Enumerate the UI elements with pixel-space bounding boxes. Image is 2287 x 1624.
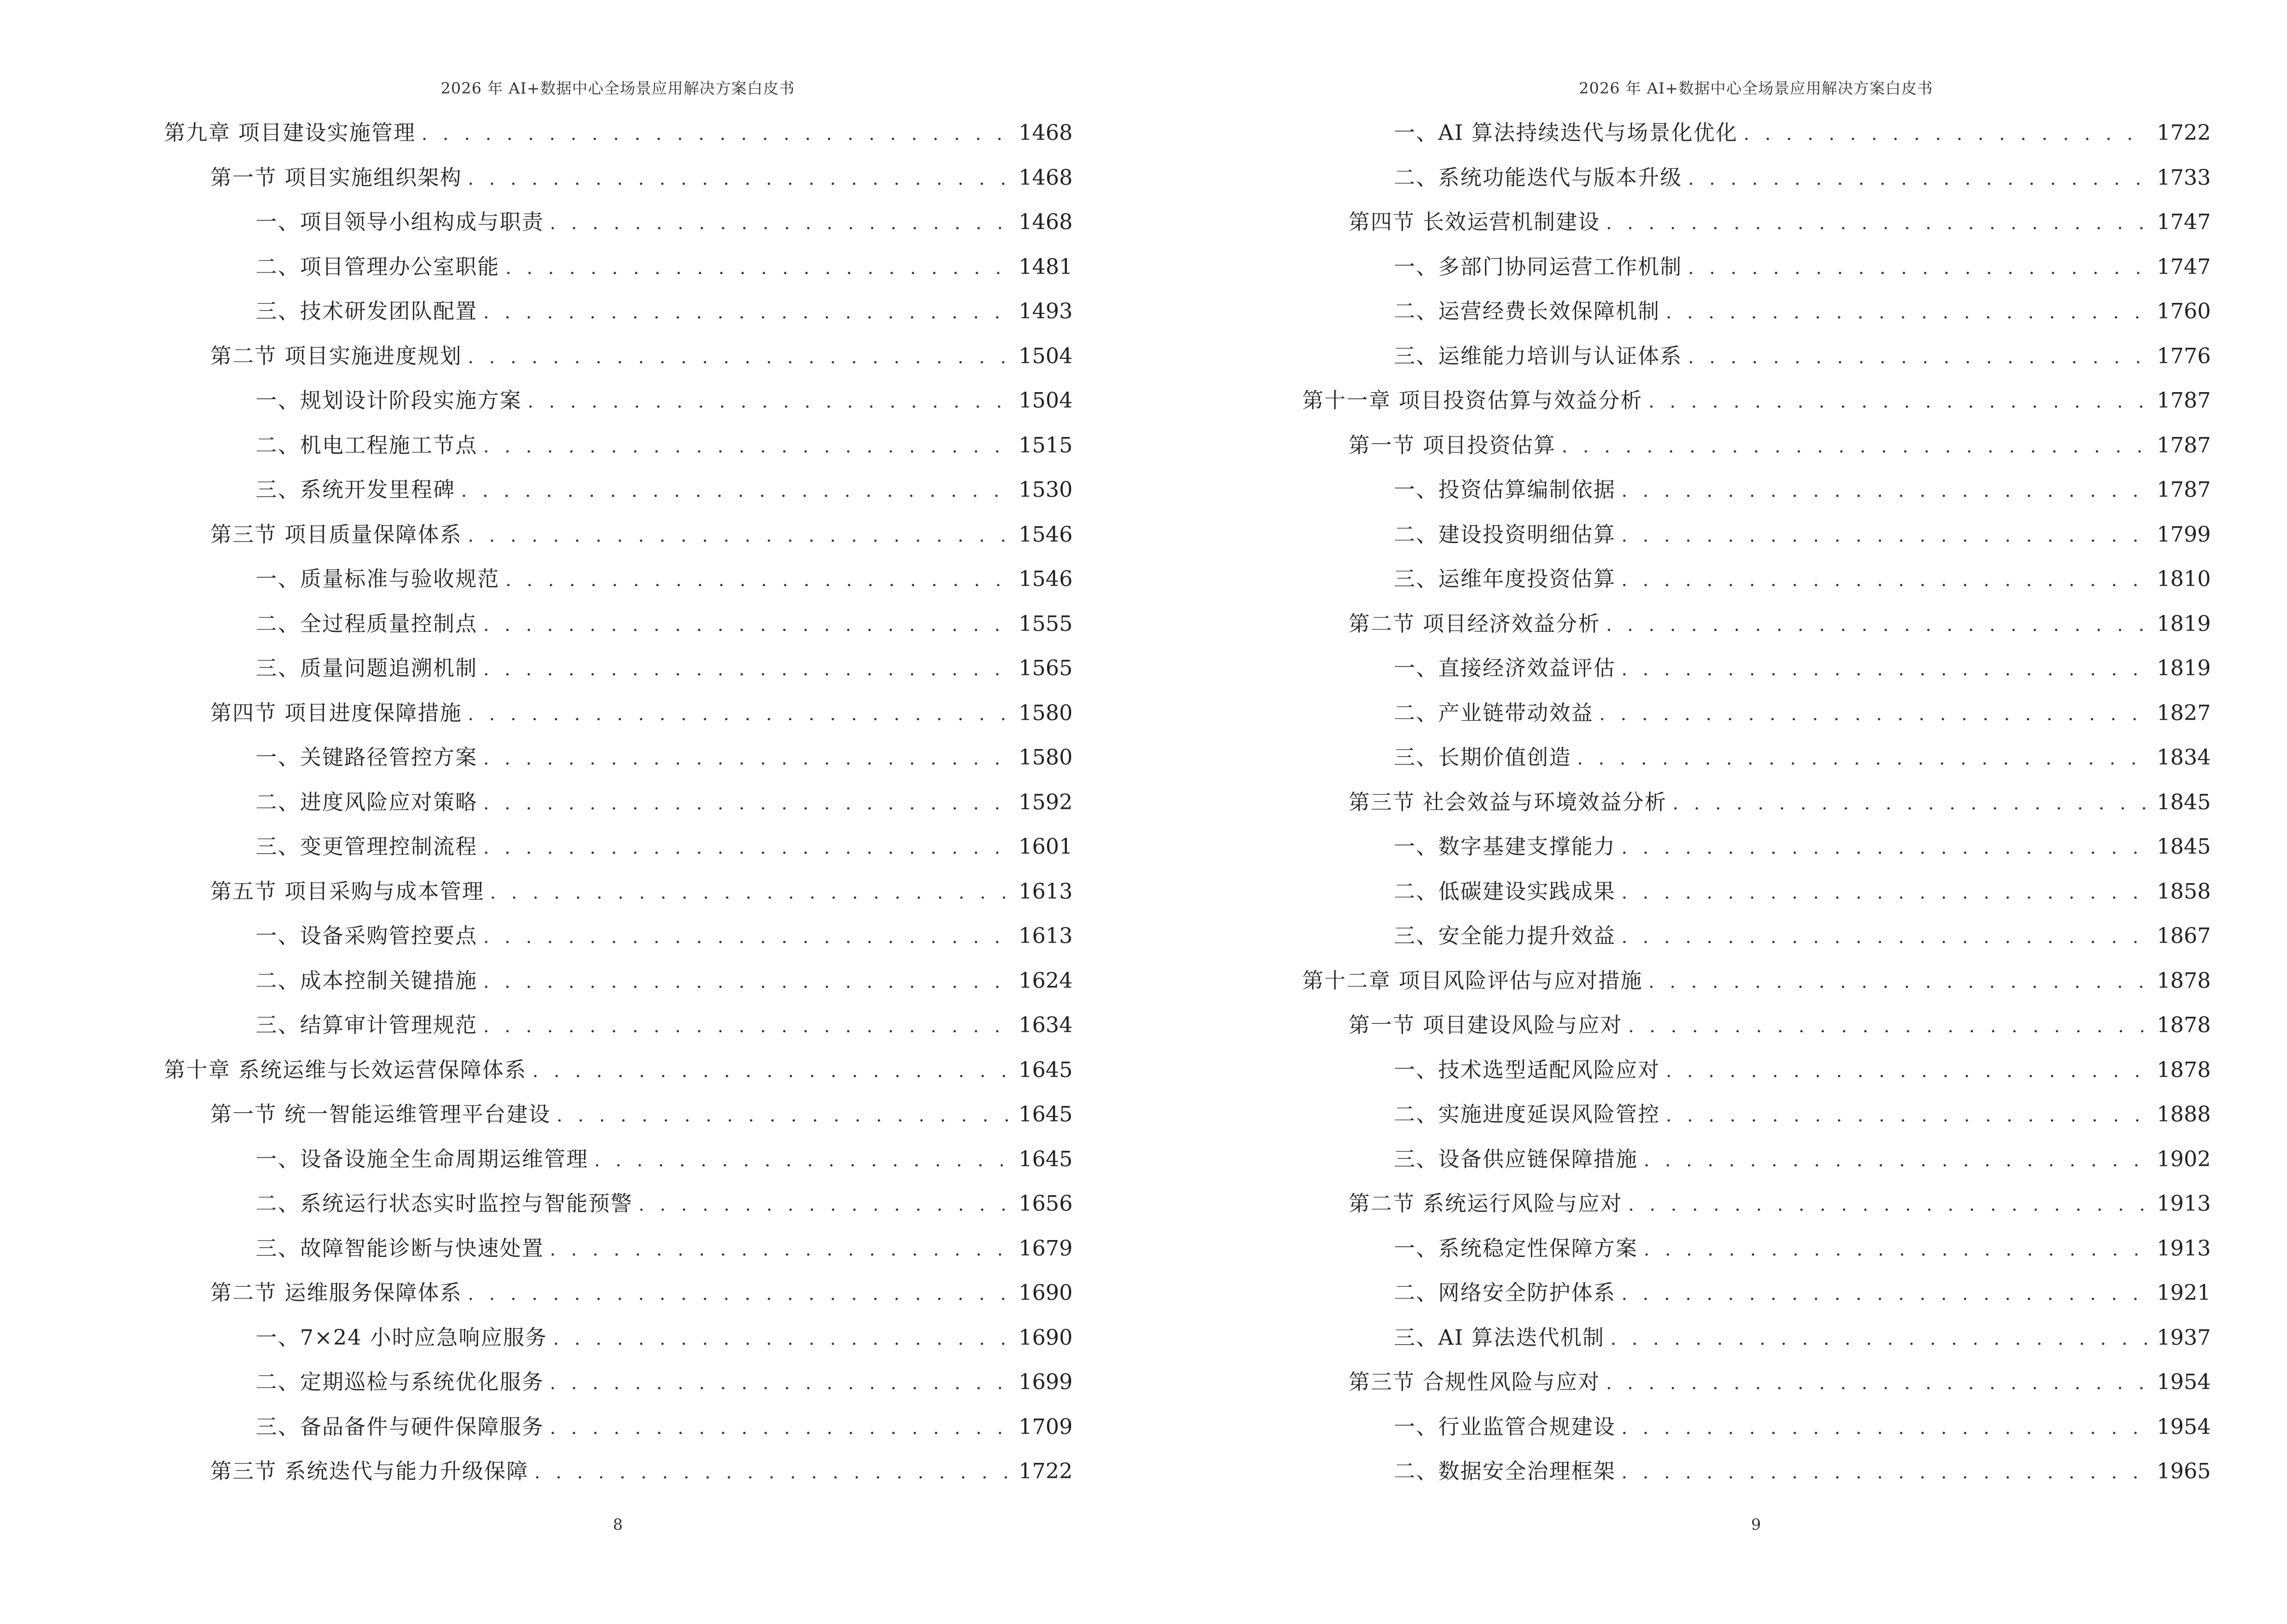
toc-entry-page: 1787 (2157, 433, 2211, 458)
dot-leader (550, 1361, 1010, 1406)
toc-entry-label: 一、设备采购管控要点 (256, 924, 477, 948)
dot-leader (483, 602, 1010, 647)
toc-section-entry[interactable] (164, 691, 1072, 736)
toc-entry-page: 1760 (2157, 299, 2211, 324)
toc-section-entry[interactable] (1302, 1003, 2210, 1048)
dot-leader (1666, 1093, 2148, 1138)
toc-entry-page: 1468 (1019, 121, 1073, 145)
dot-leader (1621, 558, 2148, 602)
dot-leader (1621, 825, 2148, 870)
toc-subsection-entry[interactable] (164, 557, 1072, 602)
toc-entry-label: 一、系统稳定性保障方案 (1394, 1236, 1638, 1261)
dot-leader (594, 1138, 1010, 1183)
dot-leader (550, 201, 1010, 246)
toc-entry-label: 三、运维能力培训与认证体系 (1394, 343, 1682, 368)
dot-leader (483, 825, 1010, 870)
toc-entry-label: 三、设备供应链保障措施 (1394, 1146, 1638, 1172)
dot-leader (1688, 335, 2148, 380)
page-number: 9 (1751, 1515, 1761, 1534)
toc-entry-page: 1468 (1019, 210, 1073, 234)
toc-entry-page: 1515 (1019, 433, 1073, 458)
toc-entry-label: 二、运营经费长效保障机制 (1394, 299, 1660, 324)
toc-entry-page: 1776 (2157, 343, 2211, 368)
dot-leader (550, 1406, 1010, 1450)
toc-subsection-entry[interactable] (164, 1137, 1072, 1182)
toc-entry-page: 1565 (1019, 656, 1073, 681)
toc-entry-label: 第二节 项目实施进度规划 (210, 343, 462, 368)
toc-subsection-entry[interactable] (1302, 1271, 2210, 1316)
toc-entry-label: 第一节 项目投资估算 (1348, 433, 1556, 458)
toc-section-entry[interactable] (1302, 200, 2210, 245)
toc-entry-page: 1546 (1019, 567, 1073, 591)
toc-subsection-entry[interactable] (1302, 245, 2210, 290)
dot-leader (505, 246, 1010, 290)
dot-leader (468, 692, 1010, 737)
toc-entry-label: 二、产业链带动效益 (1394, 700, 1593, 725)
toc-entry-page: 1747 (2157, 254, 2211, 279)
toc-entry-label: 三、质量问题追溯机制 (256, 656, 477, 681)
toc-entry-label: 二、低碳建设实践成果 (1394, 879, 1616, 904)
dot-leader (1606, 602, 2148, 647)
running-header: 2026 年 AI+数据中心全场景应用解决方案白皮书 (1579, 79, 1933, 97)
toc-entry-label: 第二节 系统运行风险与应对 (1348, 1191, 1622, 1216)
toc-list (164, 111, 1072, 1494)
toc-entry-label: 三、故障智能诊断与快速处置 (256, 1236, 544, 1261)
toc-entry-label: 二、成本控制关键措施 (256, 968, 477, 993)
dot-leader (1606, 201, 2148, 246)
toc-entry-label: 一、投资估算编制依据 (1394, 478, 1616, 502)
dot-leader (639, 1182, 1010, 1227)
toc-entry-label: 第四节 长效运营机制建设 (1348, 210, 1600, 234)
toc-subsection-entry[interactable] (164, 245, 1072, 290)
dot-leader (1621, 914, 2148, 959)
toc-subsection-entry[interactable] (164, 602, 1072, 647)
toc-entry-page: 1699 (1019, 1370, 1073, 1394)
toc-entry-page: 1690 (1019, 1325, 1073, 1350)
toc-entry-label: 二、系统功能迭代与版本升级 (1394, 165, 1682, 190)
toc-subsection-entry[interactable] (164, 379, 1072, 423)
dot-leader (1648, 959, 2148, 1004)
dot-leader (1743, 111, 2148, 156)
toc-entry-page: 1645 (1019, 1057, 1073, 1082)
toc-subsection-entry[interactable] (164, 1405, 1072, 1450)
dot-leader (550, 1227, 1010, 1272)
toc-entry-label: 三、安全能力提升效益 (1394, 924, 1616, 948)
toc-entry-label: 三、运维年度投资估算 (1394, 567, 1616, 591)
toc-entry-label: 一、质量标准与验收规范 (256, 567, 500, 591)
toc-entry-page: 1546 (1019, 522, 1073, 547)
toc-subsection-entry[interactable] (164, 1182, 1072, 1227)
toc-entry-label: 二、建设投资明细估算 (1394, 522, 1616, 547)
toc-entry-page: 1493 (1019, 299, 1073, 324)
toc-entry-page: 1902 (2157, 1146, 2211, 1172)
toc-subsection-entry[interactable] (1302, 334, 2210, 379)
toc-entry-label: 第一节 项目建设风险与应对 (1348, 1013, 1622, 1037)
dot-leader (553, 1316, 1010, 1361)
toc-entry-label: 二、网络安全防护体系 (1394, 1281, 1616, 1305)
toc-entry-label: 第四节 项目进度保障措施 (210, 700, 462, 725)
dot-leader (422, 111, 1010, 156)
toc-entry-page: 1624 (1019, 968, 1073, 993)
toc-subsection-entry[interactable] (164, 423, 1072, 468)
toc-entry-page: 1819 (2157, 656, 2211, 681)
toc-subsection-entry[interactable] (1302, 513, 2210, 558)
dot-leader (1621, 1406, 2148, 1450)
toc-entry-page: 1580 (1019, 700, 1073, 725)
dot-leader (483, 781, 1010, 826)
dot-leader (1621, 1271, 2148, 1316)
toc-entry-label: 一、AI 算法持续迭代与场景化优化 (1394, 121, 1738, 145)
toc-subsection-entry[interactable] (164, 1316, 1072, 1361)
toc-section-entry[interactable] (1302, 602, 2210, 647)
dot-leader (468, 1271, 1010, 1316)
toc-entry-label: 一、直接经济效益评估 (1394, 656, 1616, 681)
dot-leader (1688, 246, 2148, 290)
toc-entry-label: 第二节 项目经济效益分析 (1348, 611, 1600, 636)
toc-entry-label: 一、设备设施全生命周期运维管理 (256, 1146, 588, 1172)
toc-subsection-entry[interactable] (164, 646, 1072, 691)
toc-entry-page: 1878 (2157, 1057, 2211, 1082)
toc-subsection-entry[interactable] (1302, 825, 2210, 870)
toc-entry-page: 1913 (2157, 1191, 2211, 1216)
toc-entry-page: 1954 (2157, 1370, 2211, 1394)
dot-leader (1621, 647, 2148, 692)
toc-entry-page: 1834 (2157, 745, 2211, 770)
toc-subsection-entry[interactable] (1302, 111, 2210, 156)
toc-entry-page: 1468 (1019, 165, 1073, 190)
toc-entry-label: 二、定期巡检与系统优化服务 (256, 1370, 544, 1394)
toc-entry-page: 1888 (2157, 1102, 2211, 1127)
toc-entry-page: 1867 (2157, 924, 2211, 948)
toc-entry-page: 1965 (2157, 1459, 2211, 1484)
toc-entry-page: 1827 (2157, 700, 2211, 725)
toc-entry-label: 三、结算审计管理规范 (256, 1013, 477, 1037)
dot-leader (483, 914, 1010, 959)
toc-entry-page: 1504 (1019, 388, 1073, 413)
running-header: 2026 年 AI+数据中心全场景应用解决方案白皮书 (440, 79, 795, 97)
dot-leader (1666, 290, 2148, 335)
toc-entry-label: 二、进度风险应对策略 (256, 790, 477, 815)
toc-subsection-entry[interactable] (1302, 691, 2210, 736)
toc-entry-page: 1679 (1019, 1236, 1073, 1261)
toc-entry-label: 一、数字基建支撑能力 (1394, 834, 1616, 859)
toc-section-entry[interactable] (1302, 780, 2210, 825)
toc-subsection-entry[interactable] (164, 780, 1072, 825)
toc-section-entry[interactable] (1302, 1182, 2210, 1227)
dot-leader (483, 424, 1010, 469)
toc-chapter-entry[interactable] (164, 1048, 1072, 1093)
toc-entry-label: 第三节 项目质量保障体系 (210, 522, 462, 547)
dot-leader (532, 1049, 1010, 1093)
toc-entry-page: 1819 (2157, 611, 2211, 636)
dot-leader (1606, 1361, 2148, 1406)
toc-entry-label: 第三节 合规性风险与应对 (1348, 1370, 1600, 1394)
toc-entry-page: 1530 (1019, 478, 1073, 502)
toc-subsection-entry[interactable] (164, 1227, 1072, 1271)
dot-leader (468, 335, 1010, 380)
dot-leader (1644, 1138, 2148, 1183)
dot-leader (1648, 379, 2148, 424)
dot-leader (1621, 1450, 2148, 1495)
toc-subsection-entry[interactable] (164, 200, 1072, 245)
toc-entry-page: 1921 (2157, 1281, 2211, 1305)
dot-leader (1628, 1004, 2148, 1049)
dot-leader (1621, 513, 2148, 558)
dot-leader (1599, 692, 2148, 737)
toc-section-entry[interactable] (164, 334, 1072, 379)
dot-leader (461, 468, 1010, 513)
toc-subsection-entry[interactable] (1302, 1048, 2210, 1093)
toc-entry-page: 1555 (1019, 611, 1073, 636)
toc-section-entry[interactable] (164, 1271, 1072, 1316)
toc-entry-page: 1845 (2157, 790, 2211, 815)
dot-leader (483, 959, 1010, 1004)
toc-section-entry[interactable] (164, 1092, 1072, 1137)
toc-entry-label: 三、备品备件与硬件保障服务 (256, 1414, 544, 1439)
toc-entry-label: 第一节 统一智能运维管理平台建设 (210, 1102, 551, 1127)
left-page (164, 0, 1072, 1624)
toc-subsection-entry[interactable] (1302, 468, 2210, 513)
toc-entry-page: 1954 (2157, 1414, 2211, 1439)
toc-entry-label: 第十二章 项目风险评估与应对措施 (1302, 968, 1643, 993)
toc-entry-label: 一、技术选型适配风险应对 (1394, 1057, 1660, 1082)
toc-section-entry[interactable] (1302, 423, 2210, 468)
toc-entry-label: 三、变更管理控制流程 (256, 834, 477, 859)
toc-entry-page: 1613 (1019, 924, 1073, 948)
dot-leader (1621, 468, 2148, 513)
toc-subsection-entry[interactable] (1302, 914, 2210, 959)
toc-subsection-entry[interactable] (164, 468, 1072, 513)
toc-entry-label: 二、实施进度延误风险管控 (1394, 1102, 1660, 1127)
toc-entry-page: 1747 (2157, 210, 2211, 234)
toc-section-entry[interactable] (164, 513, 1072, 558)
toc-subsection-entry[interactable] (164, 736, 1072, 780)
toc-entry-page: 1937 (2157, 1325, 2211, 1350)
toc-entry-label: 第二节 运维服务保障体系 (210, 1281, 462, 1305)
toc-entry-label: 一、项目领导小组构成与职责 (256, 210, 544, 234)
toc-subsection-entry[interactable] (1302, 289, 2210, 334)
toc-entry-page: 1613 (1019, 879, 1073, 904)
toc-entry-label: 三、长期价值创造 (1394, 745, 1571, 770)
toc-subsection-entry[interactable] (164, 1003, 1072, 1048)
toc-entry-label: 三、AI 算法迭代机制 (1394, 1325, 1605, 1350)
dot-leader (468, 156, 1010, 201)
toc-entry-label: 一、7×24 小时应急响应服务 (256, 1325, 547, 1350)
dot-leader (1577, 736, 2148, 781)
toc-entry-page: 1709 (1019, 1414, 1073, 1439)
toc-entry-page: 1656 (1019, 1191, 1073, 1216)
dot-leader (534, 1450, 1010, 1495)
page-number: 8 (613, 1515, 623, 1534)
dot-leader (1644, 1227, 2148, 1272)
dot-leader (557, 1093, 1010, 1138)
toc-entry-page: 1722 (2157, 121, 2211, 145)
toc-subsection-entry[interactable] (1302, 156, 2210, 201)
right-page (1302, 0, 2210, 1624)
toc-entry-page: 1580 (1019, 745, 1073, 770)
dot-leader (483, 736, 1010, 781)
toc-entry-label: 二、系统运行状态实时监控与智能预警 (256, 1191, 633, 1216)
toc-section-entry[interactable] (164, 870, 1072, 914)
dot-leader (1610, 1316, 2148, 1361)
toc-entry-page: 1858 (2157, 879, 2211, 904)
toc-chapter-entry[interactable] (1302, 959, 2210, 1004)
toc-entry-page: 1799 (2157, 522, 2211, 547)
dot-leader (1628, 1182, 2148, 1227)
toc-entry-page: 1878 (2157, 1013, 2211, 1037)
toc-subsection-entry[interactable] (1302, 736, 2210, 780)
dot-leader (1621, 870, 2148, 915)
toc-section-entry[interactable] (1302, 1360, 2210, 1405)
toc-entry-page: 1592 (1019, 790, 1073, 815)
dot-leader (483, 647, 1010, 692)
toc-section-entry[interactable] (164, 1449, 1072, 1494)
toc-entry-label: 第十章 系统运维与长效运营保障体系 (164, 1057, 527, 1082)
dot-leader (1688, 156, 2148, 201)
dot-leader (490, 870, 1010, 915)
toc-subsection-entry[interactable] (1302, 870, 2210, 914)
toc-entry-label: 三、技术研发团队配置 (256, 299, 477, 324)
toc-entry-page: 1787 (2157, 478, 2211, 502)
toc-subsection-entry[interactable] (164, 289, 1072, 334)
dot-leader (528, 379, 1010, 424)
toc-subsection-entry[interactable] (1302, 1449, 2210, 1494)
toc-chapter-entry[interactable] (164, 111, 1072, 156)
dot-leader (483, 1004, 1010, 1049)
toc-entry-page: 1504 (1019, 343, 1073, 368)
toc-section-entry[interactable] (164, 156, 1072, 201)
toc-subsection-entry[interactable] (164, 959, 1072, 1004)
toc-subsection-entry[interactable] (1302, 1227, 2210, 1271)
toc-subsection-entry[interactable] (1302, 1092, 2210, 1137)
toc-entry-page: 1481 (1019, 254, 1073, 279)
toc-entry-page: 1878 (2157, 968, 2211, 993)
toc-entry-label: 二、项目管理办公室职能 (256, 254, 500, 279)
toc-entry-page: 1733 (2157, 165, 2211, 190)
toc-entry-label: 第五节 项目采购与成本管理 (210, 879, 484, 904)
dot-leader (483, 290, 1010, 335)
toc-entry-label: 第九章 项目建设实施管理 (164, 121, 416, 145)
toc-list (1302, 111, 2210, 1494)
toc-entry-label: 一、多部门协同运营工作机制 (1394, 254, 1682, 279)
toc-chapter-entry[interactable] (1302, 379, 2210, 423)
toc-subsection-entry[interactable] (164, 1360, 1072, 1405)
toc-entry-page: 1810 (2157, 567, 2211, 591)
dot-leader (1673, 781, 2148, 826)
toc-entry-label: 一、关键路径管控方案 (256, 745, 477, 770)
toc-entry-label: 第三节 社会效益与环境效益分析 (1348, 790, 1667, 815)
dot-leader (1562, 424, 2148, 469)
toc-entry-label: 第十一章 项目投资估算与效益分析 (1302, 388, 1643, 413)
toc-entry-page: 1601 (1019, 834, 1073, 859)
toc-entry-page: 1722 (1019, 1459, 1073, 1484)
toc-entry-label: 第一节 项目实施组织架构 (210, 165, 462, 190)
toc-entry-page: 1787 (2157, 388, 2211, 413)
toc-entry-label: 第三节 系统迭代与能力升级保障 (210, 1459, 529, 1484)
toc-entry-label: 一、行业监管合规建设 (1394, 1414, 1616, 1439)
toc-subsection-entry[interactable] (1302, 1405, 2210, 1450)
toc-entry-label: 二、机电工程施工节点 (256, 433, 477, 458)
toc-entry-page: 1913 (2157, 1236, 2211, 1261)
toc-subsection-entry[interactable] (164, 914, 1072, 959)
dot-leader (505, 558, 1010, 602)
toc-entry-label: 二、全过程质量控制点 (256, 611, 477, 636)
toc-entry-page: 1645 (1019, 1146, 1073, 1172)
dot-leader (468, 513, 1010, 558)
toc-subsection-entry[interactable] (1302, 557, 2210, 602)
toc-entry-label: 二、数据安全治理框架 (1394, 1459, 1616, 1484)
toc-entry-page: 1645 (1019, 1102, 1073, 1127)
dot-leader (1666, 1049, 2148, 1093)
toc-subsection-entry[interactable] (1302, 646, 2210, 691)
toc-entry-page: 1634 (1019, 1013, 1073, 1037)
toc-entry-page: 1845 (2157, 834, 2211, 859)
toc-entry-label: 三、系统开发里程碑 (256, 478, 455, 502)
toc-entry-label: 一、规划设计阶段实施方案 (256, 388, 522, 413)
toc-entry-page: 1690 (1019, 1281, 1073, 1305)
toc-subsection-entry[interactable] (1302, 1137, 2210, 1182)
toc-subsection-entry[interactable] (1302, 1316, 2210, 1361)
toc-subsection-entry[interactable] (164, 825, 1072, 870)
